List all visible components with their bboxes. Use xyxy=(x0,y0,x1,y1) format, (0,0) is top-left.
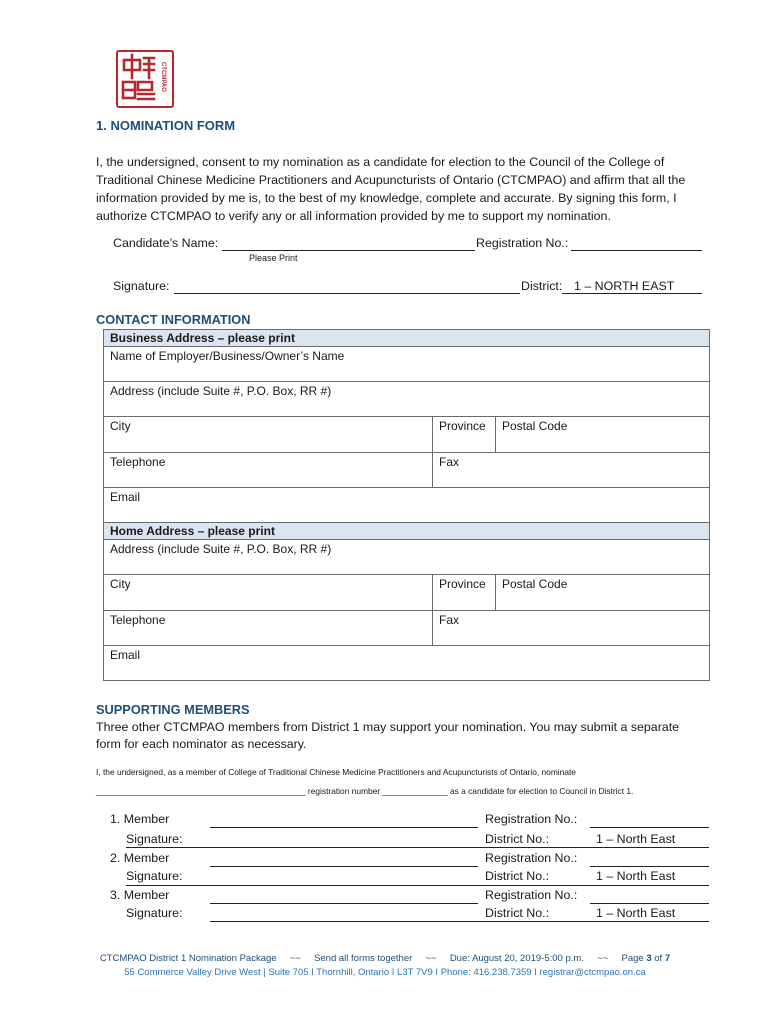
home-address-cell[interactable] xyxy=(104,540,710,575)
member-1-divider xyxy=(126,846,709,848)
business-address-table xyxy=(103,329,710,681)
footer-sep-3: ~~ xyxy=(597,953,609,964)
business-header: Business Address – please print xyxy=(104,330,710,347)
member-1-reg-label: Registration No.: xyxy=(485,812,578,826)
svg-text:CTCMPAO: CTCMPAO xyxy=(160,62,166,92)
business-province-cell[interactable] xyxy=(433,417,496,453)
member-1-signature-label: Signature: xyxy=(126,832,183,846)
business-city-cell[interactable] xyxy=(104,417,433,453)
footer-address: 55 Commerce Valley Drive West | Suite 705 I Thornhill, Ontario I L3T 7V9 I Phone: 416.238.7359 I registrar@ctcmpao.on.ca xyxy=(124,967,646,978)
home-fax-cell[interactable] xyxy=(433,611,710,646)
home-postal-label: Postal Code xyxy=(502,577,568,591)
business-province-label: Province xyxy=(439,419,486,433)
college-seal-icon xyxy=(118,52,172,106)
business-telephone-label: Telephone xyxy=(110,455,166,469)
please-print-hint: Please Print xyxy=(249,253,298,263)
member-3-reg-field[interactable] xyxy=(590,888,709,904)
consent-paragraph: I, the undersigned, consent to my nomination as a candidate for election to the Council of the College of Traditional Chinese Medicine Practitioners and Acupuncturists of Ontario (CTCMPAO) and affirm that all the information provided by me is, to the best of my knowledge, complete and accurate. By signing this form, I authorize CTCMPAO to verify any or all information provided by me to support my nomination. xyxy=(96,155,686,223)
footer-sep-1: ~~ xyxy=(289,953,301,964)
footer-package: CTCMPAO District 1 Nomination Package xyxy=(99,953,277,964)
member-1-name-field[interactable] xyxy=(210,812,478,828)
business-email-label: Email xyxy=(110,490,141,504)
member-2-district-label: District No.: xyxy=(485,869,550,883)
footer-line-1 xyxy=(0,953,770,964)
form-title: 1. NOMINATION FORM xyxy=(96,118,236,133)
member-3-signature-label: Signature: xyxy=(126,906,183,920)
member-1-district-value: 1 – North East xyxy=(596,832,676,846)
candidate-name-field[interactable] xyxy=(222,236,475,251)
business-city-label: City xyxy=(110,419,131,433)
home-telephone-cell[interactable] xyxy=(104,611,433,646)
home-city-label: City xyxy=(110,577,131,591)
business-postal-label: Postal Code xyxy=(502,419,568,433)
member-2-divider xyxy=(126,884,709,886)
registration-field[interactable] xyxy=(571,236,702,251)
footer-sep-2: ~~ xyxy=(425,953,437,964)
business-address-label: Address (include Suite #, P.O. Box, RR #) xyxy=(110,384,332,398)
business-email-cell[interactable] xyxy=(104,488,710,523)
member-3-label: 3. Member xyxy=(110,888,170,902)
employer-cell[interactable] xyxy=(104,347,710,382)
home-telephone-label: Telephone xyxy=(110,613,166,627)
home-header: Home Address – please print xyxy=(104,523,710,540)
footer-due: Due: August 20, 2019-5:00 p.m. xyxy=(449,953,584,964)
footer-page-of: of xyxy=(654,953,663,964)
footer-page-total: 7 xyxy=(664,953,671,964)
home-email-label: Email xyxy=(110,648,141,662)
member-3-district-value: 1 – North East xyxy=(596,906,676,920)
home-postal-cell[interactable] xyxy=(496,575,710,611)
home-province-label: Province xyxy=(439,577,486,591)
member-1-reg-field[interactable] xyxy=(590,812,709,828)
member-2-reg-label: Registration No.: xyxy=(485,851,578,865)
member-3-divider xyxy=(210,920,709,922)
footer-page-number: 3 xyxy=(646,953,652,964)
member-3-name-field[interactable] xyxy=(210,888,478,904)
district-label: District: xyxy=(521,279,563,293)
registration-label: Registration No.: xyxy=(476,236,569,250)
nominate-statement: I, the undersigned, as a member of College of Traditional Chinese Medicine Practitioners and Acupuncturists of Ontario, nominate xyxy=(96,767,576,777)
member-2-label: 2. Member xyxy=(110,851,170,865)
business-telephone-cell[interactable] xyxy=(104,453,433,488)
business-fax-label: Fax xyxy=(439,455,460,469)
district-value: 1 – NORTH EAST xyxy=(574,279,675,293)
supporting-heading: SUPPORTING MEMBERS xyxy=(96,702,250,717)
nominate-statement-line2: _____________________________________________ registration number ______________ as a candidate for election to Council in District 1. xyxy=(96,786,634,796)
member-1-label: 1. Member xyxy=(110,812,170,826)
member-3-district-label: District No.: xyxy=(485,906,550,920)
district-field[interactable] xyxy=(562,279,702,294)
business-fax-cell[interactable] xyxy=(433,453,710,488)
member-2-reg-field[interactable] xyxy=(590,851,709,867)
college-logo xyxy=(116,50,174,108)
employer-label: Name of Employer/Business/Owner’s Name xyxy=(110,349,345,363)
signature-label: Signature: xyxy=(113,279,170,293)
home-address-label: Address (include Suite #, P.O. Box, RR #) xyxy=(110,542,332,556)
signature-field[interactable] xyxy=(174,279,520,294)
member-2-name-field[interactable] xyxy=(210,851,478,867)
member-3-reg-label: Registration No.: xyxy=(485,888,578,902)
home-city-cell[interactable] xyxy=(104,575,433,611)
home-province-cell[interactable] xyxy=(433,575,496,611)
home-email-cell[interactable] xyxy=(104,646,710,681)
footer-page-prefix: Page xyxy=(621,953,644,964)
business-postal-cell[interactable] xyxy=(496,417,710,453)
member-1-district-label: District No.: xyxy=(485,832,550,846)
supporting-intro: Three other CTCMPAO members from District 1 may support your nomination. You may submit a separate form for each nominator as necessary. xyxy=(96,720,680,751)
member-2-district-value: 1 – North East xyxy=(596,869,676,883)
member-2-signature-label: Signature: xyxy=(126,869,183,883)
candidate-name-label: Candidate’s Name: xyxy=(113,236,219,250)
footer-send: Send all forms together xyxy=(314,953,413,964)
business-address-cell[interactable] xyxy=(104,382,710,417)
contact-heading: CONTACT INFORMATION xyxy=(96,312,251,327)
home-fax-label: Fax xyxy=(439,613,460,627)
